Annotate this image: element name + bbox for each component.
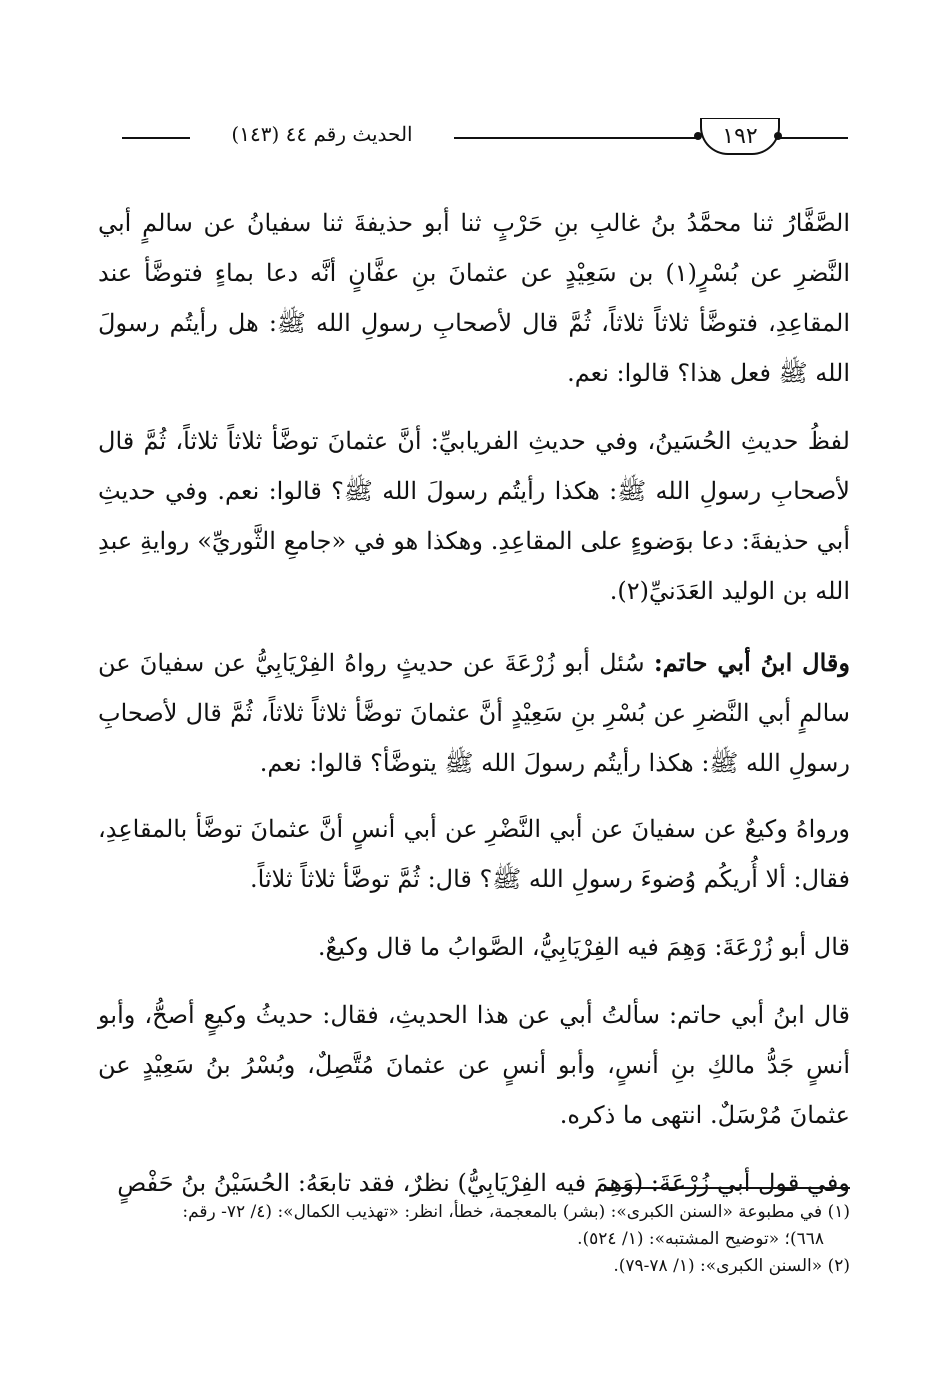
paragraph-4: ورواهُ وكيعٌ عن سفيانَ عن أبي النَّضْرِ عن أبي أنسٍ أنَّ عثمانَ توضَّأ بالمقاعِدِ، فقال: ألا أُريكُم وُضوءَ رسولِ الله ﷺ؟ قال: ثُمَّ توضَّأ ثلاثاً ثلاثاً. [98,815,851,893]
footnote-2: (٢) «السنن الكبرى»: (١/ ٧٨-٧٩). [613,1256,850,1276]
paragraph-1: الصَّفَّارُ ثنا محمَّدُ بنُ غالبِ بنِ حَرْبٍ ثنا أبو حذيفةَ ثنا سفيانُ عن سالمٍ أبي النَّضرِ عن بُسْرٍ(١) بن سَعِيْدٍ عن عثمانَ بنِ عفَّانٍ أنَّه دعا بماءٍ فتوضَّأ عند المقاعِدِ، فتوضَّأ ثلاثاً ثلاثاً، ثُمَّ قال لأصحابِ رسولِ الله ﷺ: هل رأيتُم رسولَ الله ﷺ فعل هذا؟ قالوا: نعم. [98,209,851,387]
paragraph-3-text: سُئل أبو زُرْعَةَ عن حديثٍ رواهُ الفِرْيَابِيُّ عن سفيانَ عن سالمٍ أبي النَّضرِ عن بُسْرِ بنِ سَعِيْدٍ أنَّ عثمانَ توضَّأ ثلاثاً ثلاثاً، ثُمَّ قال لأصحابِ رسولِ الله ﷺ: هكذا رأيتُم رسولَ الله ﷺ يتوضَّأ؟ قالوا: نعم. [98,649,850,777]
page-header [100,108,850,156]
main-text [98,198,850,1208]
page-number: ١٩٢ [722,123,758,149]
paragraph-2: لفظُ حديثِ الحُسَينُ، وفي حديثِ الفريابيِّ: أنَّ عثمانَ توضَّأ ثلاثاً ثلاثاً، ثُمَّ قال لأصحابِ رسولِ الله ﷺ: هكذا رأيتُم رسولَ الله ﷺ؟ قالوا: نعم. وفي حديثِ أبي حذيفةَ: دعا بوَضوءٍ على المقاعِدِ. وهكذا هو في «جامعِ الثَّوريِّ» روايةِ عبدِ الله بن الوليد العَدَنيِّ(٢). [98,427,850,605]
paragraph-3-lead: وقال ابنُ أبي حاتم: [653,648,850,677]
paragraph-7: وفي قول أبي زُرْعَةَ: (وَهِمَ فيه الفِرْيَابِيُّ) نظرٌ، فقد تابعَهُ: الحُسَيْنُ بنُ حَفْصٍ [117,1169,850,1197]
footnote-1-line-2: ٦٦٨)؛ «توضيح المشتبه»: (١/ ٥٢٤). [577,1229,824,1249]
running-title: الحديث رقم ٤٤ (١٤٣) [231,122,413,146]
header-rule-left [122,137,190,139]
page-number-frame [700,118,780,155]
paragraph-3 [98,638,850,788]
paragraph-6: قال ابنُ أبي حاتم: سألتُ أبي عن هذا الحديثِ، فقال: حديثُ وكيعٍ أصحُّ، وأبو أنسٍ جَدُّ مالكِ بنِ أنسٍ، وأبو أنسٍ عن عثمانَ مُتَّصِلٌ، وبُسْرُ بنُ سَعِيْدٍ عن عثمانَ مُرْسَلٌ. انتهى ما ذكره. [98,1001,850,1129]
header-rule-middle [454,137,696,139]
footnote-1-line-1: (١) في مطبوعة «السنن الكبرى»: (بشر) بالمعجمة، خطأ، انظر: «تهذيب الكمال»: (٤/ ٧٢- رقم: [182,1202,850,1222]
footnotes [98,1187,850,1280]
header-rule-right [778,137,848,139]
paragraph-5: قال أبو زُرْعَةَ: وَهِمَ فيه الفِرْيَابِيُّ، الصَّوابُ ما قال وكيعٌ. [317,933,850,961]
footnote-separator [604,1187,850,1189]
